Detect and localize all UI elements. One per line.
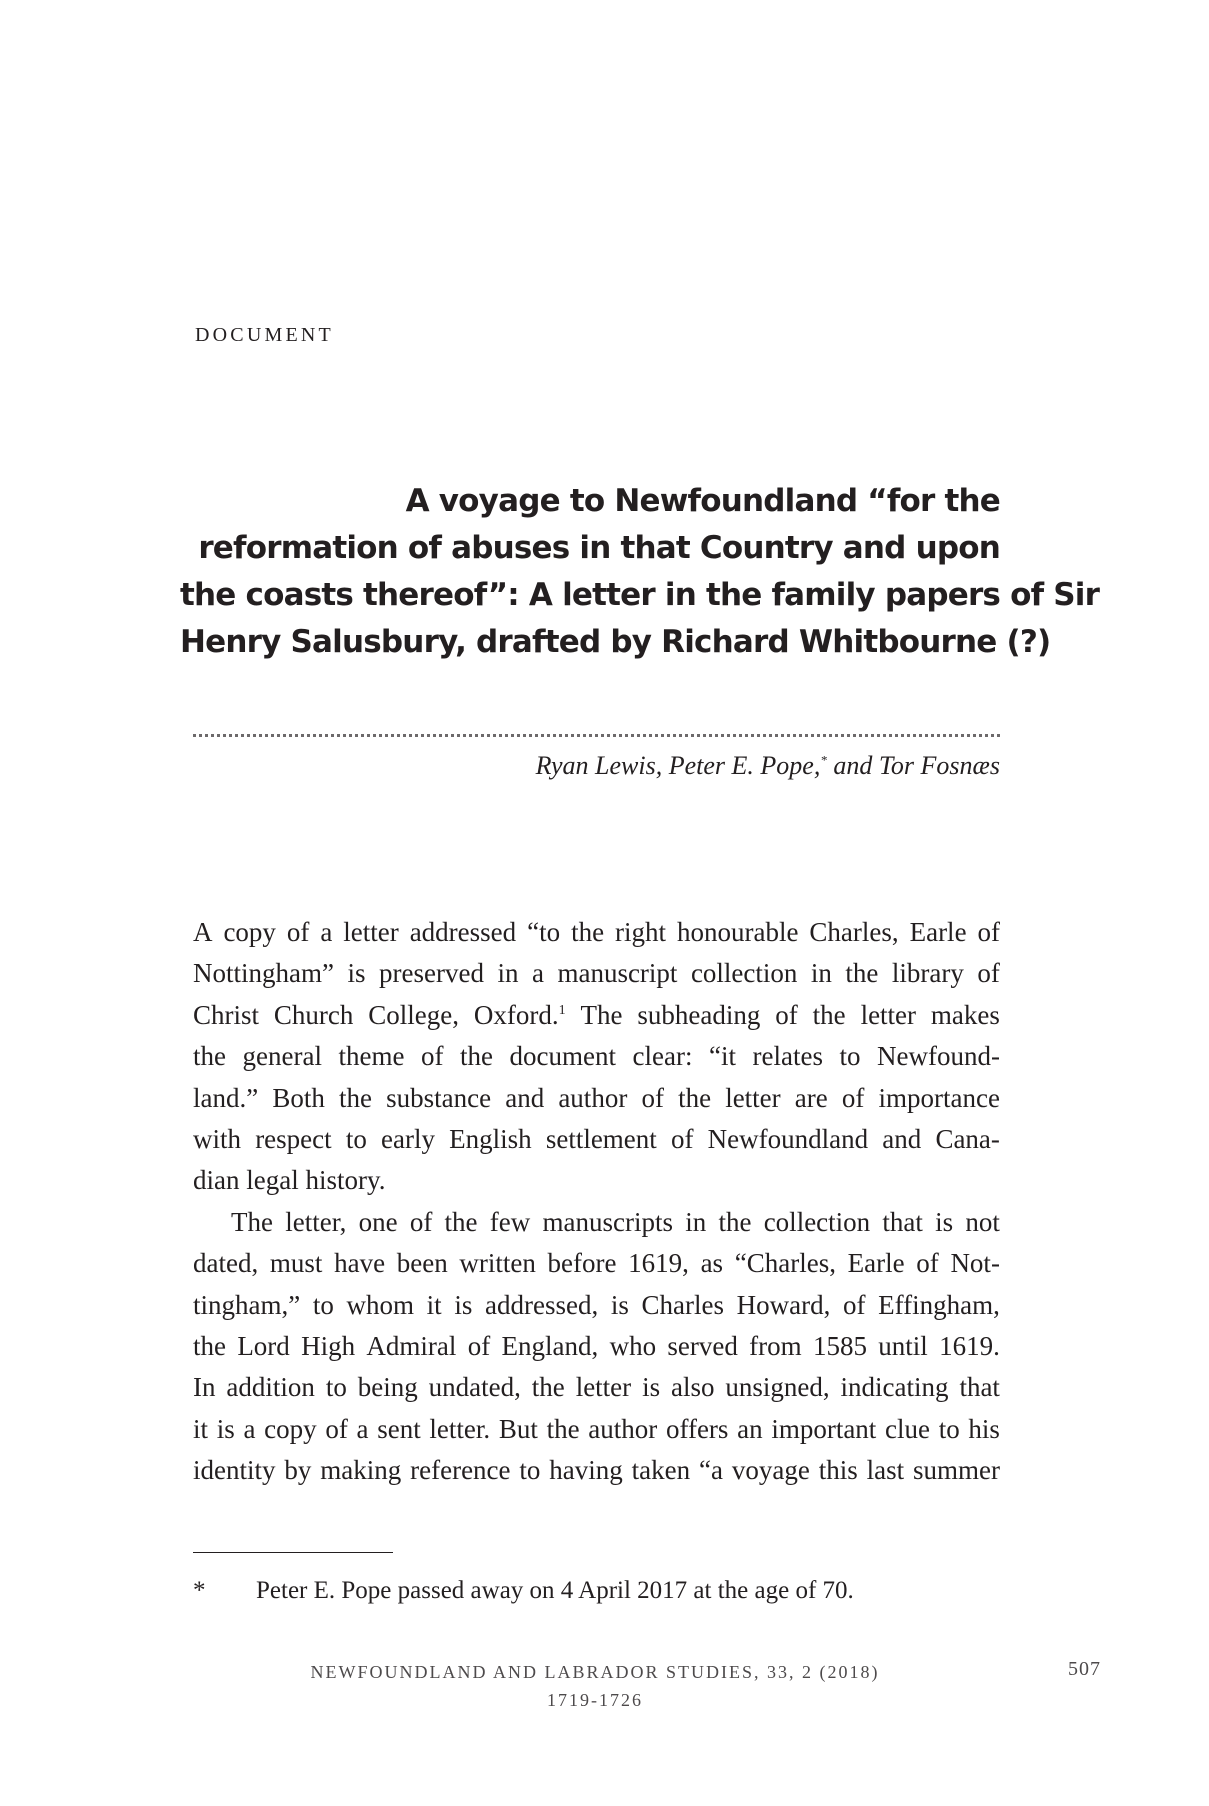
- text-line: tingham,” to whom it is addressed, is Charles Howard, of Effingham,: [193, 1289, 1000, 1320]
- journal-line: NEWFOUNDLAND AND LABRADOR STUDIES, 33, 2 (2018): [310, 1662, 880, 1682]
- author-footnote-marker[interactable]: *: [820, 752, 827, 768]
- text-line: with respect to early English settlement of Newfoundland and Cana-: [193, 1123, 1000, 1154]
- author-names-last: and Tor Fosnæs: [826, 751, 1000, 780]
- title-divider: [193, 734, 1000, 737]
- footnote: [193, 1574, 1000, 1608]
- author-names-first: Ryan Lewis, Peter E. Pope,: [535, 751, 821, 780]
- footnote-divider: [193, 1552, 393, 1553]
- text-line: the general theme of the document clear: “it relates to Newfound-: [193, 1041, 1000, 1072]
- section-label: DOCUMENT: [195, 324, 334, 346]
- journal-citation: [300, 1658, 890, 1714]
- page-range: 1719-1726: [547, 1690, 643, 1710]
- text-line: The letter, one of the few manuscripts in the collection that is not: [231, 1206, 1000, 1237]
- text-line: the Lord High Admiral of England, who served from 1585 until 1619.: [193, 1330, 1000, 1361]
- text-line: dian legal history.: [193, 1165, 386, 1196]
- text-line: Nottingham” is preserved in a manuscript collection in the library of: [193, 958, 1000, 989]
- text-line: identity by making reference to having taken “a voyage this last summer: [193, 1455, 1000, 1486]
- paragraph-2: [193, 1202, 1000, 1492]
- page-number: 507: [1068, 1658, 1101, 1680]
- footnote-text: Peter E. Pope passed away on 4 April 2017 at the age of 70.: [256, 1577, 854, 1604]
- article-title: [180, 478, 1100, 666]
- text-line: land.” Both the substance and author of the letter are of importance: [193, 1082, 1000, 1113]
- author-byline: [300, 748, 1000, 784]
- title-line: reformation of abuses in that Country and upon: [198, 530, 1000, 566]
- text-line: dated, must have been written before 1619, as “Charles, Earle of Not-: [193, 1248, 1000, 1279]
- text-line: Christ Church College, Oxford.$^1$ The subheading of the letter makes: [193, 999, 1000, 1030]
- paragraph-1: [193, 912, 1000, 1202]
- footnote-marker: *: [193, 1577, 206, 1604]
- title-line: the coasts thereof”: A letter in the family papers of Sir: [180, 577, 1100, 613]
- text-line: it is a copy of a sent letter. But the author offers an important clue to his: [193, 1413, 1000, 1444]
- title-line: Henry Salusbury, drafted by Richard Whitbourne (?): [180, 624, 1051, 660]
- body-text: [193, 912, 1000, 1491]
- text-line: In addition to being undated, the letter is also unsigned, indicating that: [193, 1372, 1000, 1403]
- title-line: A voyage to Newfoundland “for the: [405, 483, 1000, 519]
- text-line: A copy of a letter addressed “to the right honourable Charles, Earle of: [193, 917, 1000, 947]
- footnote-reference[interactable]: 1: [558, 1002, 566, 1018]
